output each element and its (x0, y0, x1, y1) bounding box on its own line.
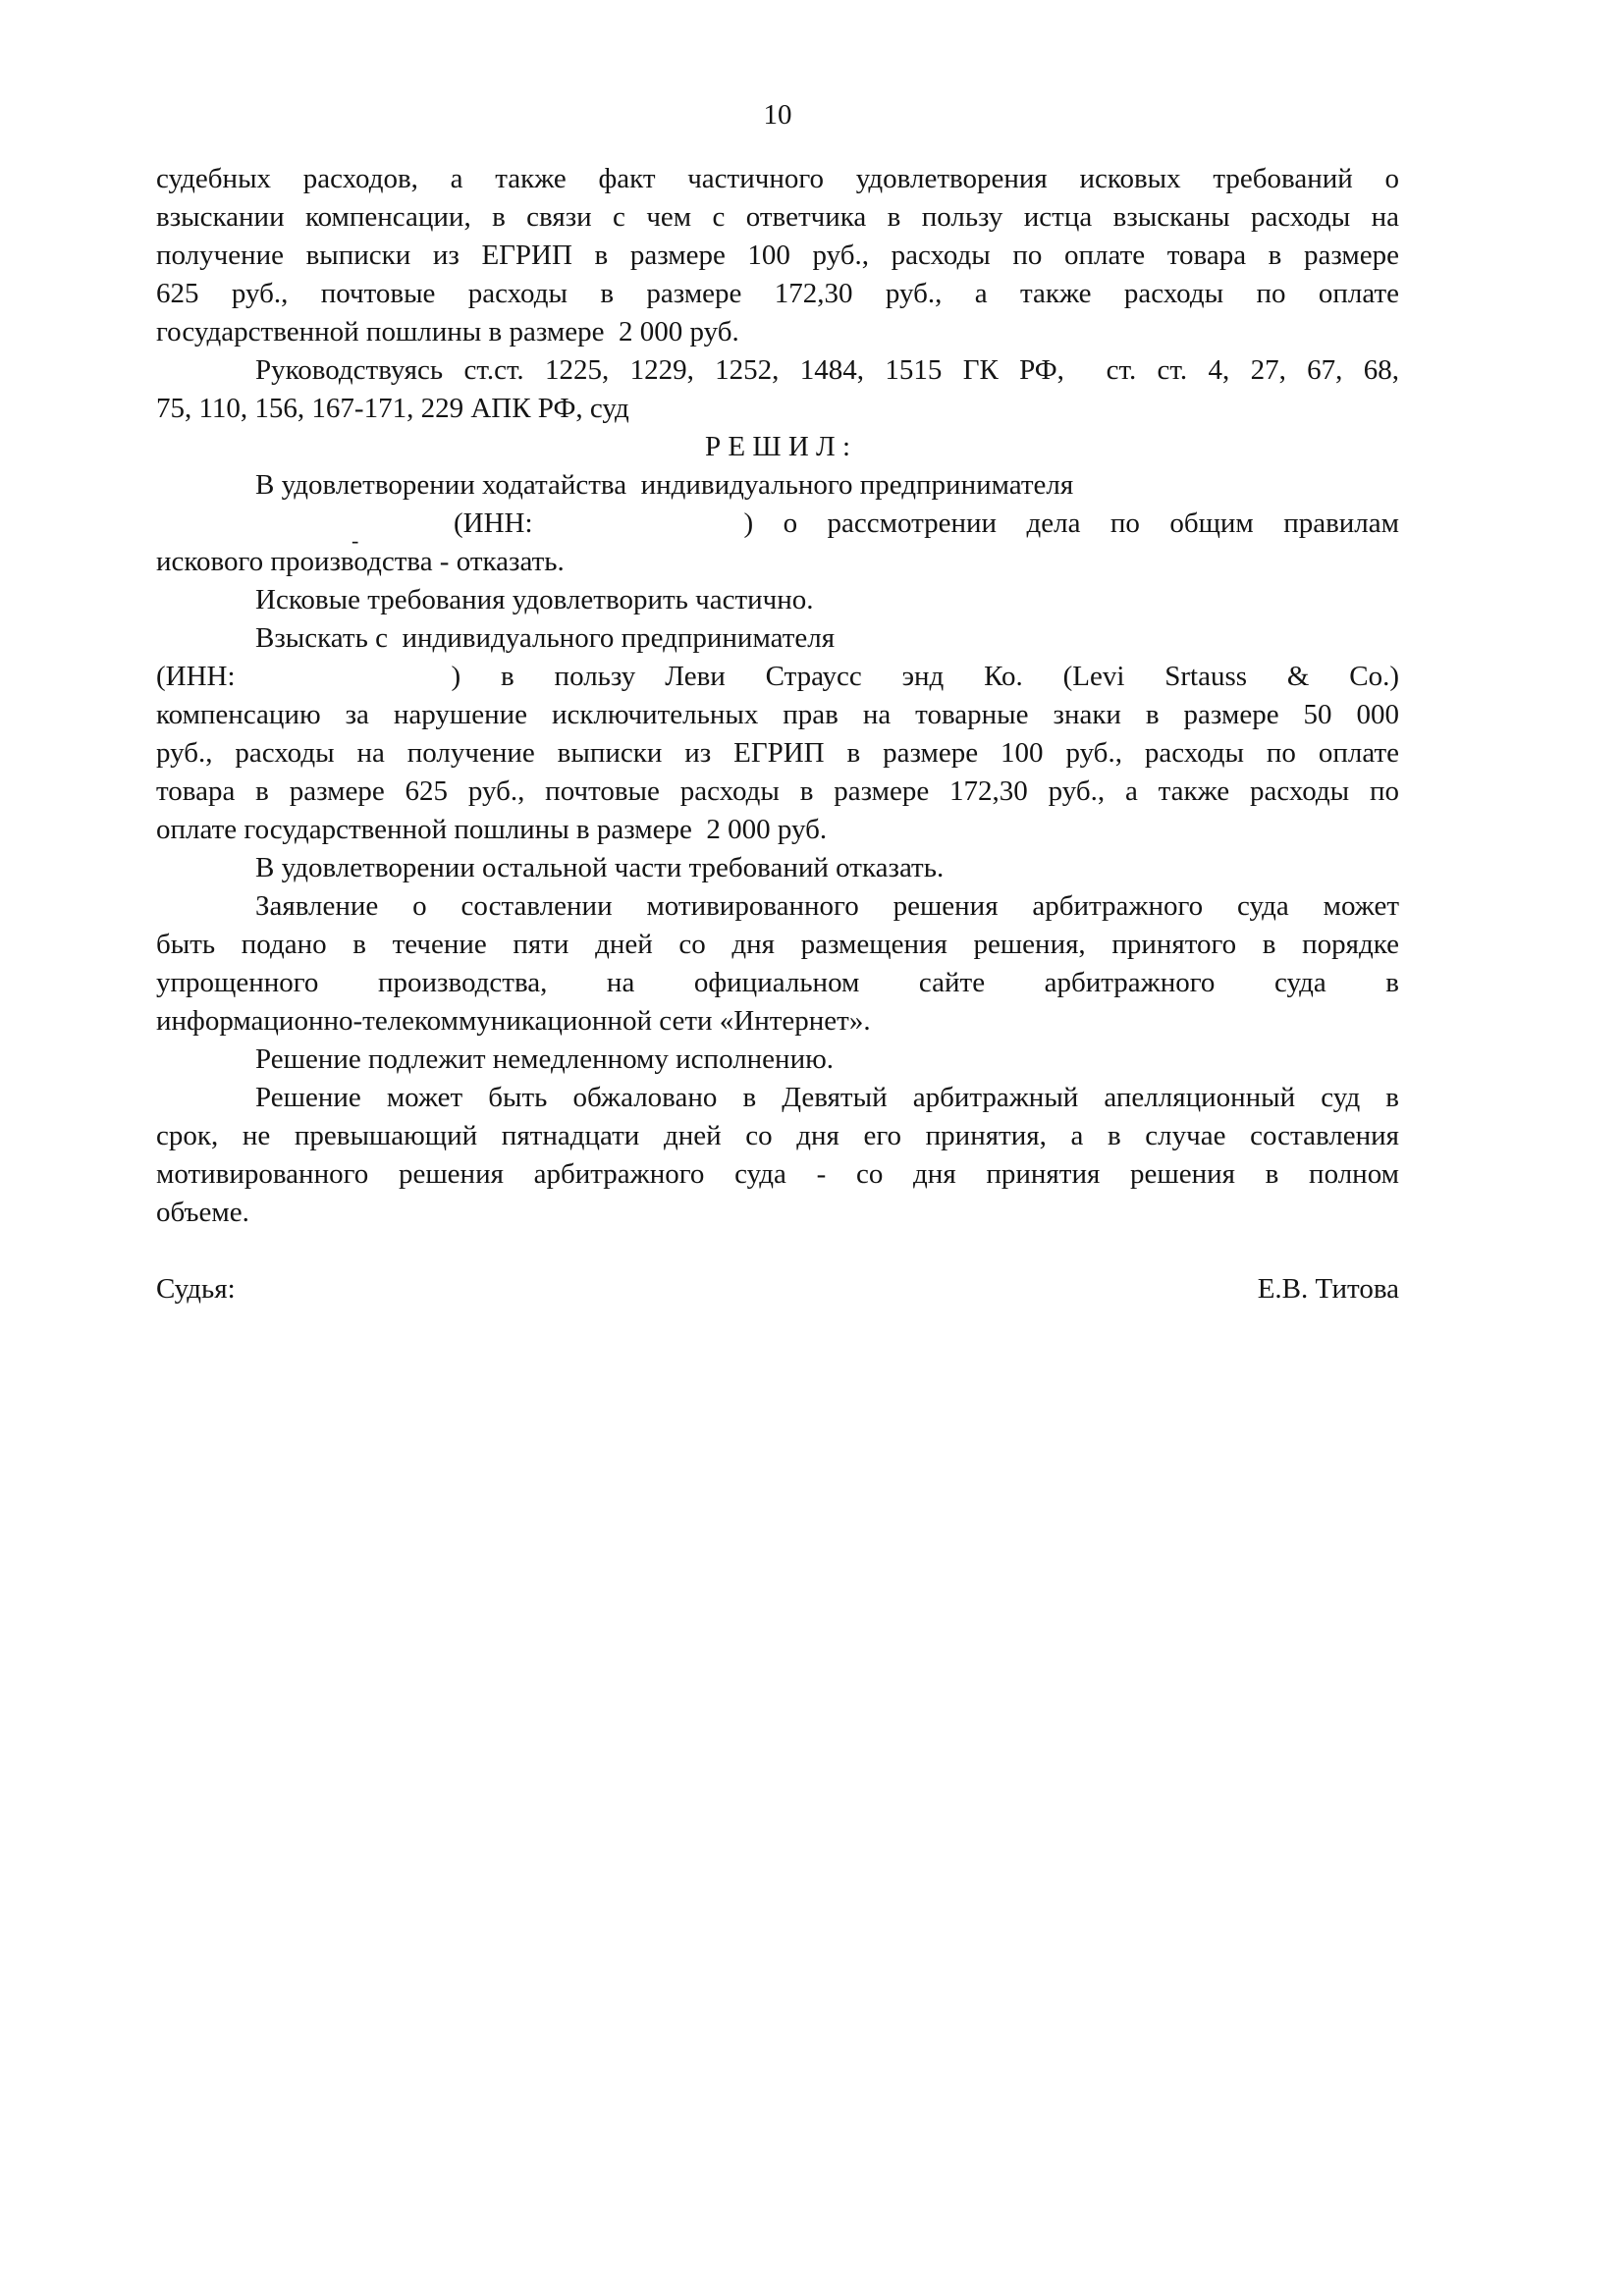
document-line: получение выписки из ЕГРИП в размере 100 руб., расходы по оплате товара в размере (156, 240, 1399, 271)
document-line: Р Е Ш И Л : (704, 431, 851, 462)
signature-name: Е.В. Титова (1257, 1273, 1399, 1305)
document-line: товара в размере 625 руб., почтовые расходы в размере 172,30 руб., а также расходы по (156, 775, 1399, 807)
document-line: 75, 110, 156, 167-171, 229 АПК РФ, суд (156, 393, 629, 424)
document-line: 625 руб., почтовые расходы в размере 172,30 руб., а также расходы по оплате (156, 278, 1399, 309)
document-line: руб., расходы на получение выписки из ЕГРИП в размере 100 руб., расходы по оплате (156, 737, 1399, 769)
page-number: 10 (763, 99, 792, 131)
document-line: срок, не превышающий пятнадцати дней со дня его принятия, а в случае составления (156, 1120, 1399, 1151)
document-line: судебных расходов, а также факт частичного удовлетворения исковых требований о (156, 163, 1399, 194)
document-line: информационно-телекоммуникационной сети «Интернет». (156, 1005, 871, 1037)
document-line: государственной пошлины в размере 2 000 руб. (156, 316, 739, 347)
document-line: Решение подлежит немедленному исполнению. (255, 1043, 835, 1075)
redaction-gap (236, 683, 452, 685)
document-line: упрощенного производства, на официальном сайте арбитражного суда в (156, 967, 1399, 998)
document-line: Взыскать с индивидуального предпринимателя (255, 622, 836, 654)
document-line: оплате государственной пошлины в размере 2 000 руб. (156, 814, 828, 845)
signature-label: Судья: (156, 1273, 236, 1305)
document-line: Решение может быть обжаловано в Девятый арбитражный апелляционный суд в (255, 1082, 1399, 1113)
signature-row (156, 1270, 1399, 1308)
document-body (156, 160, 1399, 1232)
redaction-gap (533, 530, 744, 532)
redaction-gap (635, 683, 665, 685)
document-line: Заявление о составлении мотивированного решения арбитражного суда может (255, 890, 1399, 922)
document-line: Руководствуясь ст.ст. 1225, 1229, 1252, 1484, 1515 ГК РФ, ст. ст. 4, 27, 67, 68, (255, 354, 1399, 386)
document-line: быть подано в течение пяти дней со дня размещения решения, принятого в порядке (156, 929, 1399, 960)
document-line: (ИНН: ) о рассмотрении дела по общим правилам (454, 507, 1399, 539)
redaction-dash-artifact: - (352, 528, 359, 553)
document-line: компенсацию за нарушение исключительных прав на товарные знаки в размере 50 000 (156, 699, 1399, 730)
document-line: объеме. (156, 1197, 249, 1228)
document-line: В удовлетворении ходатайства индивидуального предпринимателя (255, 469, 1074, 501)
document-line: В удовлетворении остальной части требований отказать. (255, 852, 945, 883)
document-line: мотивированного решения арбитражного суда - со дня принятия решения в полном (156, 1158, 1399, 1190)
document-line: взыскании компенсации, в связи с чем с ответчика в пользу истца взысканы расходы на (156, 201, 1399, 233)
document-line: Исковые требования удовлетворить частично. (255, 584, 814, 615)
document-line: искового производства - отказать. (156, 546, 565, 577)
document-line: (ИНН: ) в пользу Леви Страусс энд Ко. (Levi Srtauss & Co.) (156, 661, 1399, 692)
